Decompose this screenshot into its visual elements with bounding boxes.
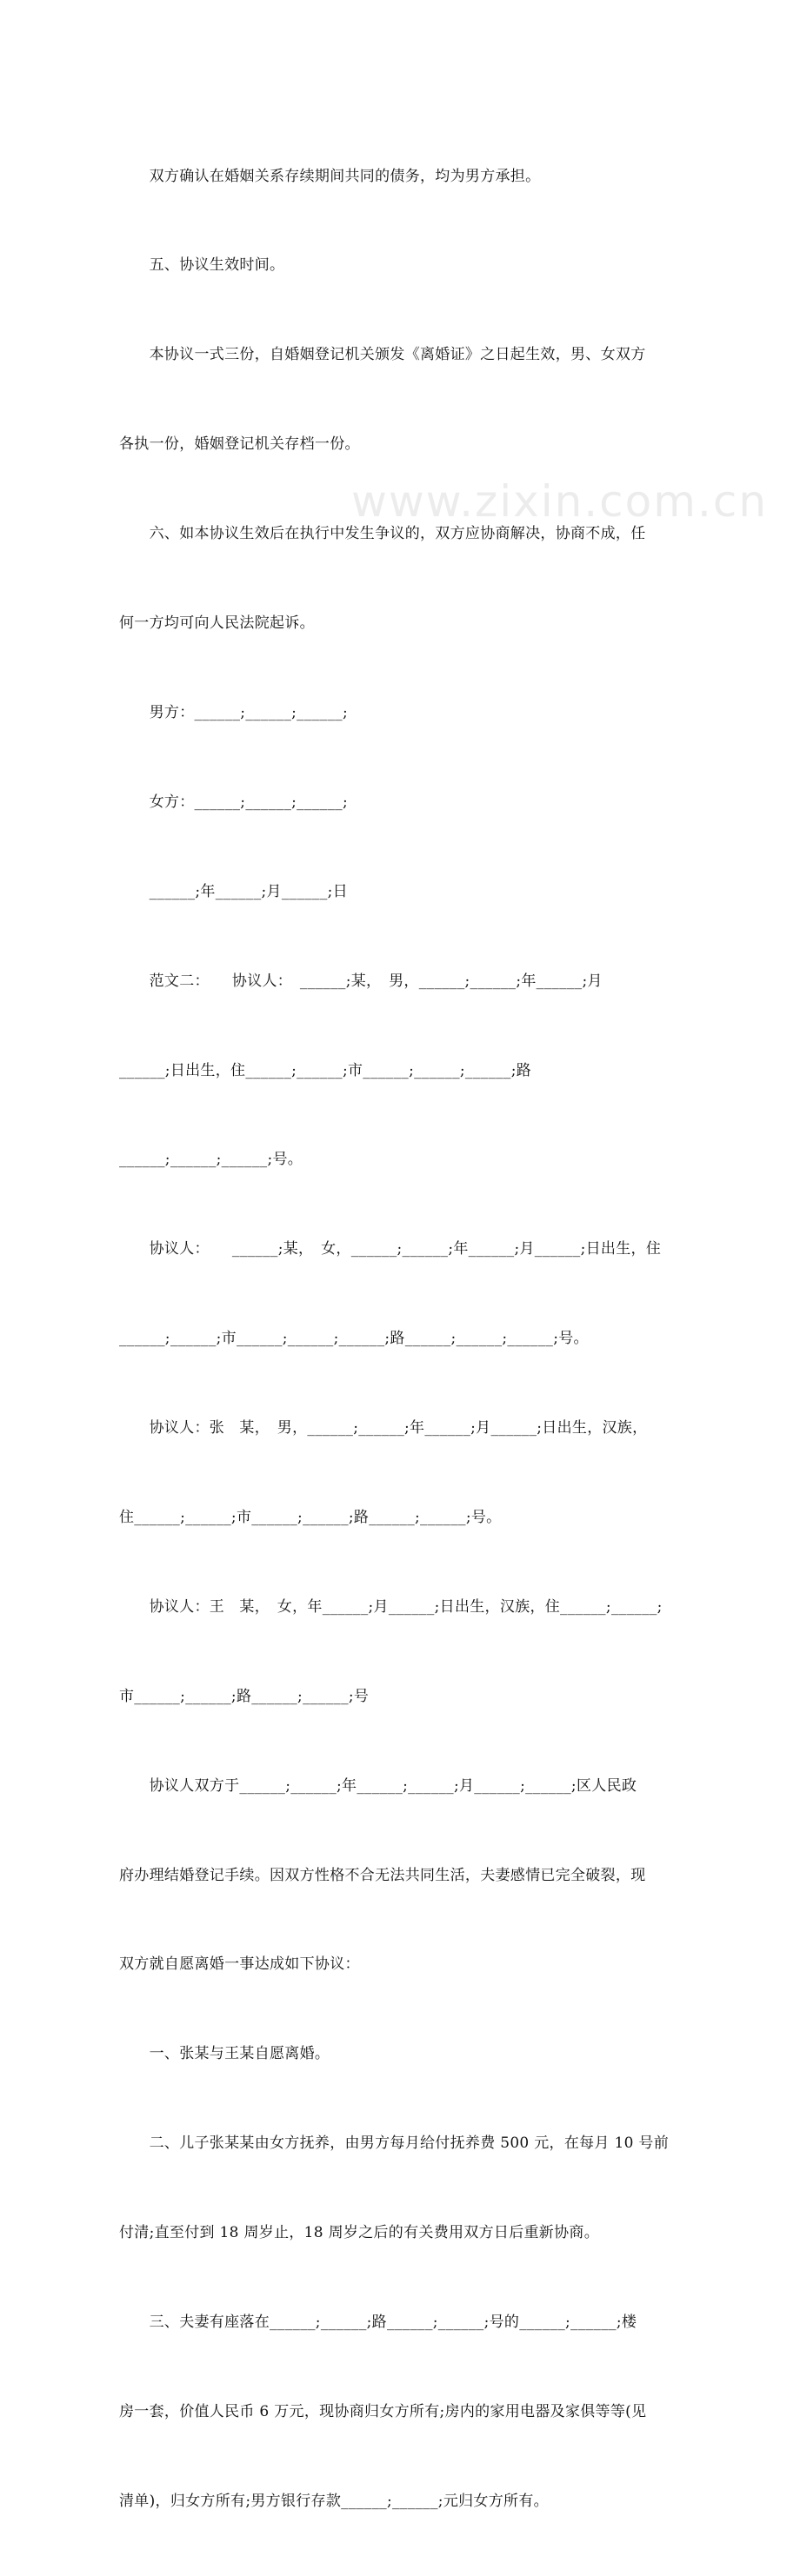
text-line: 二、儿子张某某由女方抚养，由男方每月给付抚养费 500 元，在每月 10 号前 [119, 2134, 669, 2153]
text-line: 协议人： ______;某， 女，______;______;年______;月______;日出生，住 [119, 1240, 662, 1258]
text-line: 何一方均可向人民法院起诉。 [119, 614, 315, 633]
text-line: 双方确认在婚姻关系存续期间共同的债务，均为男方承担。 [119, 167, 541, 185]
text-line: 六、如本协议生效后在执行中发生争议的，双方应协商解决，协商不成，任 [119, 525, 646, 543]
watermark: www.zixin.com.cn [351, 476, 769, 527]
text-line: 各执一份，婚姻登记机关存档一份。 [119, 435, 360, 454]
text-line: ______;年______;月______;日 [119, 882, 348, 900]
text-line: 协议人双方于______;______;年______;______;月______;______;区人民政 [119, 1776, 637, 1795]
text-line: 五、协议生效时间。 [119, 256, 285, 275]
text-line: ______;______;市______;______;______;路______;______;______;号。 [119, 1330, 589, 1348]
text-line: 付清;直至付到 18 周岁止，18 周岁之后的有关费用双方日后重新协商。 [119, 2224, 600, 2242]
text-line: 双方就自愿离婚一事达成如下协议： [119, 1955, 360, 1974]
text-line: ______;日出生，住______;______;市______;______;______;路 [119, 1061, 532, 1079]
text-line: 府办理结婚登记手续。因双方性格不合无法共同生活，夫妻感情已完全破裂，现 [119, 1866, 646, 1884]
text-line: 协议人：张 某， 男，______;______;年______;月______;日出生，汉族， [119, 1419, 648, 1437]
text-line: 三、夫妻有座落在______;______;路______;______;号的______;______;楼 [119, 2313, 637, 2331]
text-line: 男方：______;______;______; [119, 703, 348, 721]
document-text [119, 102, 693, 2576]
document-body [119, 102, 693, 2576]
text-line: 住______;______;市______;______;路______;______;号。 [119, 1508, 502, 1526]
text-line: 范文二： 协议人： ______;某， 男，______;______;年______;月 [119, 972, 603, 990]
text-line: 协议人：王 某， 女，年______;月______;日出生，汉族，住______;______; [119, 1597, 663, 1616]
text-line: 本协议一式三份，自婚姻登记机关颁发《离婚证》之日起生效，男、女双方 [119, 346, 646, 364]
text-line: 房一套，价值人民币 6 万元，现协商归女方所有;房内的家用电器及家俱等等(见 [119, 2402, 647, 2420]
text-line: 女方：______;______;______; [119, 793, 348, 811]
text-line: 清单)，归女方所有;男方银行存款______;______;元归女方所有。 [119, 2492, 549, 2510]
text-line: 市______;______;路______;______;号 [119, 1687, 370, 1705]
text-line: ______;______;______;号。 [119, 1151, 303, 1169]
text-line: 一、张某与王某自愿离婚。 [119, 2045, 330, 2063]
